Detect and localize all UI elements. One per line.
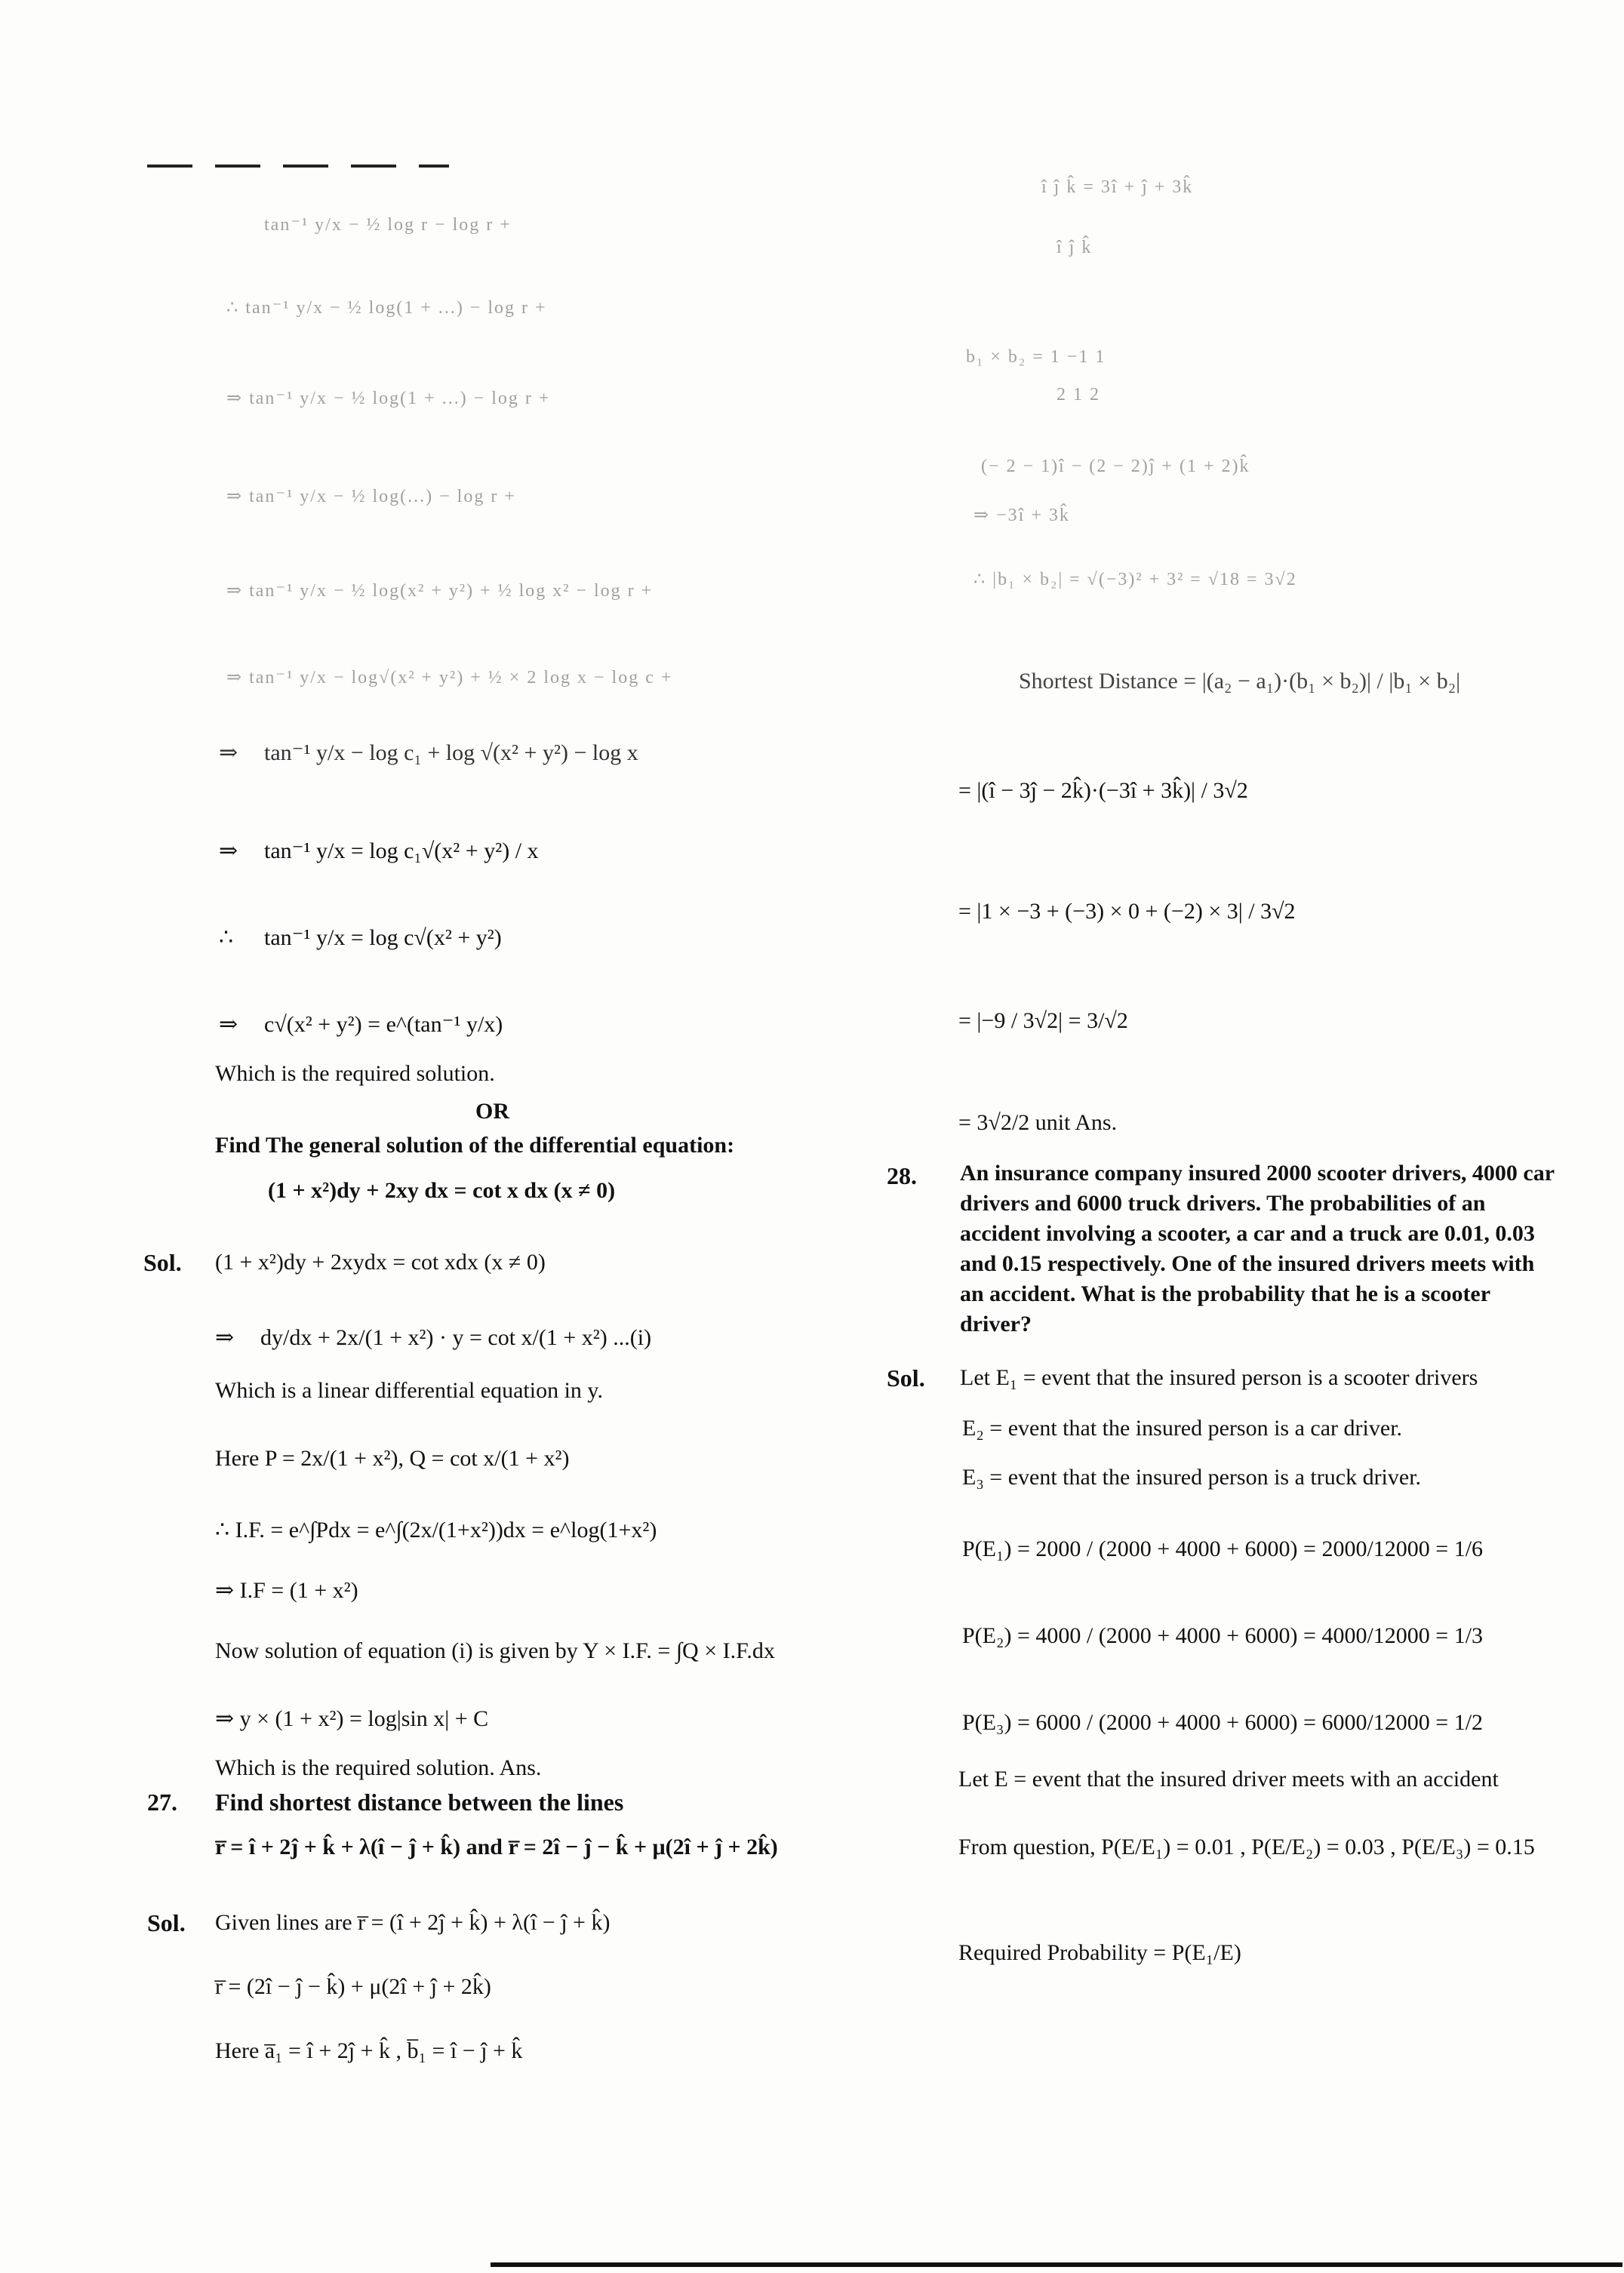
faded-step-2: ∴ tan⁻¹ y/x − ½ log(1 + ...) − log r + (226, 298, 547, 318)
bottom-rule (491, 2262, 1622, 2267)
linear-note: Which is a linear differential equation in y. (215, 1378, 603, 1403)
faded-step-4: ⇒ tan⁻¹ y/x − ½ log(...) − log r + (226, 487, 516, 506)
faded-right-1: î ĵ k̂ = 3î + ĵ + 3k̂ (1041, 177, 1194, 197)
final-equation: ⇒ y × (1 + x²) = log|sin x| + C (215, 1706, 489, 1731)
probability-e1: P(E₁) = 2000 / (2000 + 4000 + 6000) = 2000/12000 = 1/6 (962, 1536, 1484, 1561)
event-e3: E₃ = event that the insured person is a truck driver. (962, 1465, 1422, 1490)
sd-step-2: = |1 × −3 + (−3) × 0 + (−2) × 3| / 3√2 (958, 899, 1296, 924)
event-e2: E₂ = event that the insured person is a car driver. (962, 1416, 1403, 1441)
question-27-text: Find shortest distance between the lines (215, 1789, 624, 1816)
faded-right-5: (− 2 − 1)î − (2 − 2)ĵ + (1 + 2)k̂ (981, 457, 1250, 476)
faded-right-4: 2 1 2 (1057, 385, 1100, 404)
faded-step-3: ⇒ tan⁻¹ y/x − ½ log(1 + ...) − log r + (226, 389, 551, 408)
probability-e3: P(E₃) = 6000 / (2000 + 4000 + 6000) = 6000/12000 = 1/2 (962, 1710, 1484, 1735)
top-dashed-rule (147, 165, 449, 168)
faded-right-3: b₁ × b₂ = 1 −1 1 (966, 347, 1106, 367)
find-de-prompt: Find The general solution of the differential equation: (215, 1133, 735, 1158)
faded-right-6: ⇒ −3î + 3k̂ (973, 506, 1070, 525)
here-p-q: Here P = 2x/(1 + x²), Q = cot x/(1 + x²) (215, 1446, 570, 1471)
sd-step-1: = |(î − 3ĵ − 2k̂)·(−3î + 3k̂)| / 3√2 (958, 778, 1248, 803)
integrating-factor-result: ⇒ I.F = (1 + x²) (215, 1578, 358, 1603)
sol-de-equation: (1 + x²)dy + 2xydx = cot xdx (x ≠ 0) (215, 1250, 546, 1275)
here-a-b: Here a̅₁ = î + 2ĵ + k̂ , b̅₁ = î − ĵ + k̂ (215, 2038, 523, 2063)
faded-right-7: ∴ |b₁ × b₂| = √(−3)² + 3² = √18 = 3√2 (973, 570, 1297, 589)
sol-label-27: Sol. (147, 1909, 186, 1936)
de-linear-form: ⇒ dy/dx + 2x/(1 + x²) · y = cot x/(1 + x²) ...(i) (215, 1325, 652, 1350)
step-8: ⇒ tan⁻¹ y/x = log c₁√(x² + y²) / x (219, 838, 539, 863)
general-solution-form: Now solution of equation (i) is given by Y × I.F. = ∫Q × I.F.dx (215, 1638, 775, 1663)
step-9: ∴ tan⁻¹ y/x = log c√(x² + y²) (219, 925, 502, 950)
question-28-number: 28. (887, 1162, 917, 1189)
sol-label-28: Sol. (887, 1364, 925, 1392)
sd-step-3: = |−9 / 3√2| = 3/√2 (958, 1008, 1128, 1033)
sol-label-de: Sol. (143, 1249, 182, 1276)
shortest-distance-formula: Shortest Distance = |(a₂ − a₁)·(b₁ × b₂)| / |b₁ × b₂| (1019, 669, 1461, 694)
required-solution-1: Which is the required solution. (215, 1061, 495, 1086)
step-10: ⇒ c√(x² + y²) = e^(tan⁻¹ y/x) (219, 1012, 503, 1037)
faded-right-2: î ĵ k̂ (1057, 238, 1093, 257)
integrating-factor: ∴ I.F. = e^∫Pdx = e^∫(2x/(1+x²))dx = e^log(1+x²) (215, 1518, 657, 1543)
step-7: ⇒ tan⁻¹ y/x − log c₁ + log √(x² + y²) − log x (219, 740, 638, 765)
given-lines: Given lines are r̅ = (î + 2ĵ + k̂) + λ(î − ĵ + k̂) (215, 1910, 611, 1935)
event-e1: Let E₁ = event that the insured person is a scooter drivers (960, 1365, 1478, 1390)
probability-e2: P(E₂) = 4000 / (2000 + 4000 + 6000) = 4000/12000 = 1/3 (962, 1623, 1484, 1648)
question-27-number: 27. (147, 1789, 177, 1816)
sd-final: = 3√2/2 unit Ans. (958, 1110, 1118, 1135)
or-separator: OR (475, 1099, 509, 1124)
question-28-text: An insurance company insured 2000 scooter drivers, 4000 car drivers and 6000 truck drivers. The probabilities of an accident involving a scooter, a car and a truck are 0.01, 0.03 and 0.15 respectively. One of the insured drivers meets with an accident. What is the probability that he is a scooter driver? (960, 1161, 1555, 1336)
event-e-accident: Let E = event that the insured driver meets with an accident (958, 1767, 1499, 1792)
question-27-lines: r̅ = î + 2ĵ + k̂ + λ(î − ĵ + k̂) and r̅ = 2î − ĵ − k̂ + μ(2î + ĵ + 2k̂) (215, 1835, 778, 1859)
line-two: r̅ = (2î − ĵ − k̂) + μ(2î + ĵ + 2k̂) (215, 1974, 491, 1999)
faded-step-1: tan⁻¹ y/x − ½ log r − log r + (264, 215, 512, 235)
conditional-probabilities: From question, P(E/E₁) = 0.01 , P(E/E₂) = 0.03 , P(E/E₃) = 0.15 (958, 1835, 1535, 1859)
faded-step-6: ⇒ tan⁻¹ y/x − log√(x² + y²) + ½ × 2 log x − log c + (226, 668, 673, 687)
de-equation: (1 + x²)dy + 2xy dx = cot x dx (x ≠ 0) (268, 1178, 616, 1203)
faded-step-5: ⇒ tan⁻¹ y/x − ½ log(x² + y²) + ½ log x² − log r + (226, 581, 654, 601)
required-solution-2: Which is the required solution. Ans. (215, 1755, 542, 1780)
required-probability: Required Probability = P(E₁/E) (958, 1940, 1241, 1965)
